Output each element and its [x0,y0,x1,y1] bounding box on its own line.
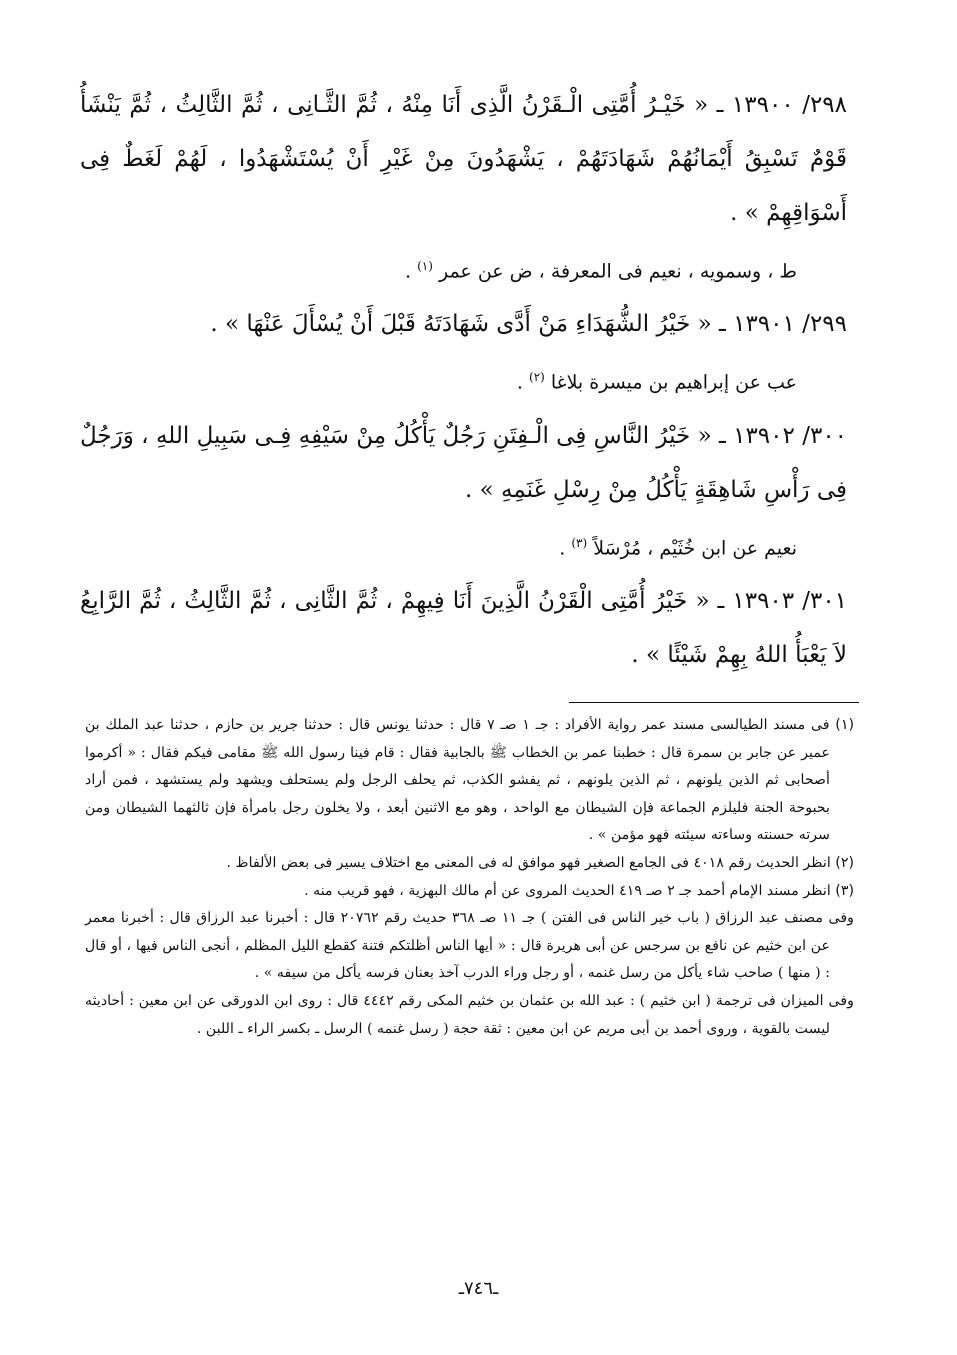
page-number: ـ٧٤٦ـ [458,1278,499,1299]
hadith-source: ط ، وسمويه ، نعيم فى المعرفة ، ض عن عمر $^{(١)}$ . [405,259,797,283]
footnote-label: (٣) [835,882,854,899]
hadith-source: نعيم عن ابن خُثَيْم ، مُرْسَلاً $^{(٣)}$ . [559,535,797,559]
hadith-source: عب عن إبراهيم بن ميسرة بلاغا $^{(٢)}$ . [516,370,797,394]
hadith-number: ٣٠٠/ ١٣٩٠٢ [733,422,848,449]
hadith-entry [80,574,847,682]
footnote-text: وفى الميزان فى ترجمة ( ابن خثيم ) : عبد الله بن عثمان بن خثيم المكى رقم ٤٤٤٢ قال : روى ابن الدورقى عن ابن معين : أحاديثه ليست بالقوية ، وروى أحمد بن أبى مريم عن ابن معين : ثقة حجة ( رسل غنمه ) الرسل ـ بكسر الراء ـ اللبن . [85,992,854,1037]
hadith-number: ٢٩٩/ ١٣٩٠١ [733,311,847,338]
footnote-text: انظر الحديث رقم ٤٠١٨ فى الجامع الصغير فهو موافق له فى المعنى مع اختلاف يسير فى بعض الألفاظ . [226,854,831,871]
main-text [80,78,847,682]
source-text: نعيم عن ابن خُثَيْم ، مُرْسَلاً [593,536,797,559]
source-text: ط ، وسمويه ، نعيم فى المعرفة ، ض عن عمر [438,260,797,283]
footnote-ref: (١) [417,259,433,273]
footnote-text: وفى مصنف عبد الرزاق ( باب خير الناس فى الفتن ) جـ ١١ صـ ٣٦٨ حديث رقم ٢٠٧٦٢ قال : أخبرنا عبد الرزاق قال : أخبرنا معمر عن ابن خثيم عن نافع بن سرجس عن أبى هريرة قال : « أيها الناس أظلتكم فتنة كقطع الليل المظلم ، أنجى الناس فيها ، أو قال : ( منها ) صاحب شاء يأكل من رسل غنمه ، أو رجل وراء الدرب آخذ بعنان فرسه يأكل من سيفه » . [85,910,854,982]
footnote [85,988,854,1043]
footnote [85,850,854,878]
footnote [85,712,854,850]
hadith-text: ـ « خَيْـرُ أُمَّتِى الْـقَرْنُ الَّذِى أَنَا مِنْهُ ، ثُمَّ الثَّـانِى ، ثُمَّ الثَّالِثُ ، ثُمَّ يَنْشَأُ قَوْمٌ تَسْبِقُ أَيْمَانُهُمْ شَهَادَتَهُمْ ، يَشْهَدُونَ مِنْ غَيْرِ أَنْ يُسْتَشْهَدُوا ، لَهُمْ لَغَطٌ فِى أَسْوَاقِهِمْ » . [80,92,847,226]
footnotes [85,712,854,1043]
footnote-label: (٢) [835,854,854,871]
hadith-entry [80,297,847,351]
footnote [85,905,854,988]
hadith-entry [80,409,847,517]
footnote-divider [569,702,859,703]
footnote-text: فى مسند الطيالسى مسند عمر رواية الأفراد : جـ ١ صـ ٧ قال : حدثنا يونس قال : حدثنا جرير بن حازم ، حدثنا عبد الملك بن عمير عن جابر بن سمرة قال : خطبنا عمر بن الخطاب ﷺ بالجابية فقال : قام فينا رسول الله ﷺ مقامى فيكم فقال : « أكرموا أصحابى ثم الذين يلونهم ، ثم الذين يلونهم ، ثم يفشو الكذب، ثم يحلف الرجل ولم يستحلف ويشهد ولم يستشهد ، فمن أراد بحبوحة الجنة فليلزم الجماعة فإن الشيطان مع الواحد ، وهو مع الاثنين أبعد ، ولا يخلون رجل بامرأة فإن ثالثهما الشيطان ومن سرته حسنته وساءته سيئته فهو مؤمن » . [85,717,830,844]
footnote [85,878,854,906]
footnote-ref: (٣) [571,535,588,550]
footnote-text: انظر مسند الإمام أحمد جـ ٢ صـ ٤١٩ الحديث المروى عن أم مالك البهزية ، فهو قريب منه . [304,882,831,899]
footnote-label: (١) [835,717,854,733]
hadith-text: ـ « خَيْرُ الشُّهَدَاءِ مَنْ أَدَّى شَهَادَتَهُ قَبْلَ أَنْ يُسْأَلَ عَنْهَا » . [210,311,726,338]
footnote-ref: (٢) [529,370,545,385]
hadith-number: ٢٩٨/ ١٣٩٠٠ [731,92,848,118]
source-text: عب عن إبراهيم بن ميسرة بلاغا [550,371,797,394]
hadith-text: ـ « خَيْرُ أُمَّتِى الْقَرْنُ الَّذِينَ أَنَا فِيهِمْ ، ثُمَّ الثَّانِى ، ثُمَّ الثَّالِثُ ، ثُمَّ الرَّابِعُ لاَ يَعْبَأُ اللهُ بِهِمْ شَيْئًا » . [80,587,847,668]
hadith-number: ٣٠١/ ١٣٩٠٣ [732,587,848,614]
hadith-entry [80,78,847,240]
hadith-text: ـ « خَيْرُ النَّاسِ فِى الْـفِتَنِ رَجُلٌ يَأْكُلُ مِنْ سَيْفِهِ فِـى سَبِيلِ اللهِ ، وَرَجُلٌ فِى رَأْسِ شَاهِقَةٍ يَأْكُلُ مِنْ رِسْلِ غَنَمِهِ » . [80,422,847,503]
